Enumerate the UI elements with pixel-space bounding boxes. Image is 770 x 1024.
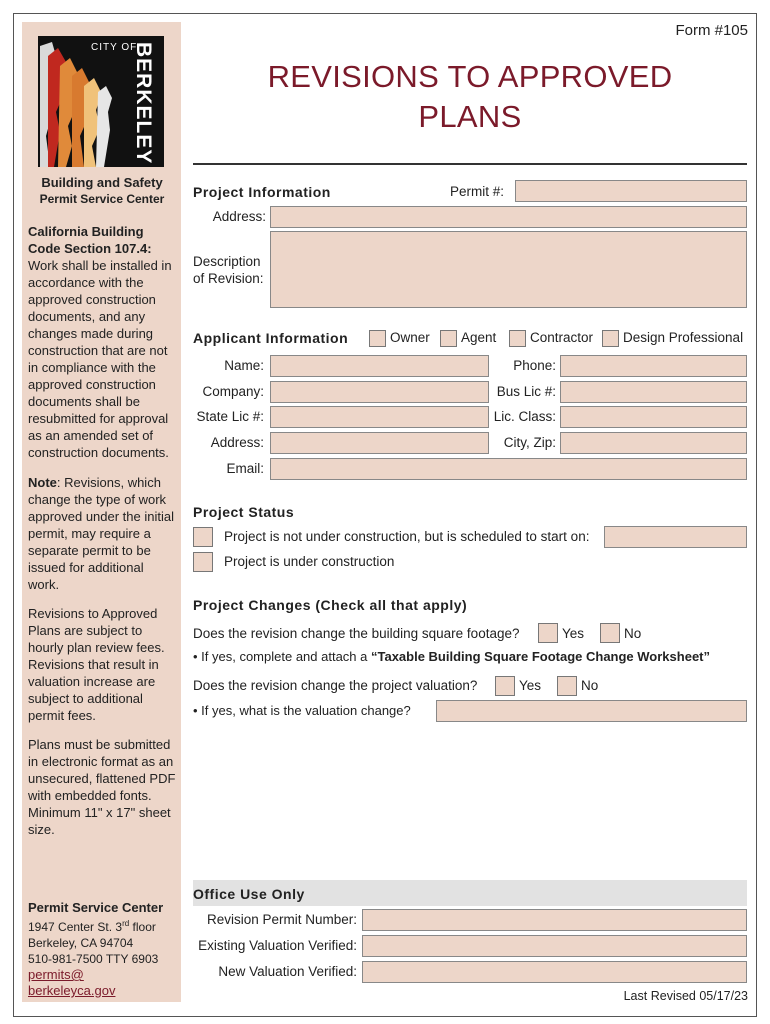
rev-permit-field[interactable] xyxy=(362,909,747,931)
not-under-construction-checkbox[interactable] xyxy=(193,527,213,547)
psc-address1 xyxy=(28,916,178,935)
applicant-heading: Applicant Information xyxy=(193,330,349,346)
last-revised: Last Revised 05/17/23 xyxy=(623,989,748,1003)
addr1-sup: rd xyxy=(122,919,130,928)
agent-label: Agent xyxy=(461,330,497,345)
sidebar-dept xyxy=(28,174,176,208)
valuation-no-checkbox[interactable] xyxy=(557,676,577,696)
sqft-note-prefix: • If yes, complete and attach a xyxy=(193,649,371,664)
sqft-no-label: No xyxy=(624,626,642,641)
psc-address2: Berkeley, CA 94704 xyxy=(28,936,134,950)
contractor-label: Contractor xyxy=(530,330,594,345)
agent-checkbox[interactable] xyxy=(440,330,457,347)
cityzip-label: City, Zip: xyxy=(503,435,556,450)
sqft-question: Does the revision change the building square footage? xyxy=(193,626,520,641)
psc-email-link-1[interactable]: permits@ xyxy=(28,967,84,982)
sqft-yes-checkbox[interactable] xyxy=(538,623,558,643)
new-val-label: New Valuation Verified: xyxy=(218,964,357,979)
name-label: Name: xyxy=(224,358,264,373)
phone-field[interactable] xyxy=(560,355,747,377)
company-field[interactable] xyxy=(270,381,489,403)
statelic-label: State Lic #: xyxy=(196,409,264,424)
description-field[interactable] xyxy=(270,231,747,308)
office-heading: Office Use Only xyxy=(193,886,305,902)
email-label: Email: xyxy=(226,461,264,476)
form-number: Form #105 xyxy=(675,22,748,39)
rev-permit-label: Revision Permit Number: xyxy=(206,912,357,927)
sidebar-note xyxy=(28,474,178,593)
address-label: Address: xyxy=(212,209,266,224)
valuation-note: • If yes, what is the valuation change? xyxy=(193,703,411,718)
dept-building-safety: Building and Safety xyxy=(41,175,163,190)
sidebar-code-block xyxy=(28,223,178,461)
sqft-note xyxy=(193,649,710,664)
page-title-line2: PLANS xyxy=(418,99,522,134)
existing-val-label: Existing Valuation Verified: xyxy=(198,938,357,953)
page-title-line1: REVISIONS TO APPROVED xyxy=(267,59,673,94)
description-label xyxy=(193,253,264,287)
changes-heading: Project Changes (Check all that apply) xyxy=(193,597,468,613)
psc-email-link-2[interactable]: berkeleyca.gov xyxy=(28,983,116,998)
permit-number-field[interactable] xyxy=(515,180,747,202)
company-label: Company: xyxy=(202,384,264,399)
statelic-field[interactable] xyxy=(270,406,489,428)
logo-berkeley: BERKELEY xyxy=(132,42,155,165)
not-under-construction-label: Project is not under construction, but is scheduled to start on: xyxy=(224,529,590,544)
contractor-checkbox[interactable] xyxy=(509,330,526,347)
buslic-label: Bus Lic #: xyxy=(496,384,556,399)
project-info-heading: Project Information xyxy=(193,184,331,200)
status-heading: Project Status xyxy=(193,504,295,520)
owner-checkbox[interactable] xyxy=(369,330,386,347)
under-construction-label: Project is under construction xyxy=(224,554,395,569)
berkeley-logo xyxy=(38,36,164,167)
applicant-address-field[interactable] xyxy=(270,432,489,454)
start-date-field[interactable] xyxy=(604,526,747,548)
dept-permit-center: Permit Service Center xyxy=(39,192,165,206)
owner-label: Owner xyxy=(390,330,430,345)
licclass-field[interactable] xyxy=(560,406,747,428)
sidebar-contact xyxy=(28,900,178,999)
valuation-no-label: No xyxy=(581,678,599,693)
sqft-no-checkbox[interactable] xyxy=(600,623,620,643)
permit-label: Permit #: xyxy=(450,184,505,199)
name-field[interactable] xyxy=(270,355,489,377)
valuation-change-field[interactable] xyxy=(436,700,747,722)
new-val-field[interactable] xyxy=(362,961,747,983)
desc-label-1: Description xyxy=(193,254,261,269)
under-construction-checkbox[interactable] xyxy=(193,552,213,572)
buslic-field[interactable] xyxy=(560,381,747,403)
title-divider xyxy=(193,163,747,165)
note-label: Note xyxy=(28,475,57,490)
valuation-yes-label: Yes xyxy=(519,678,542,693)
logo-city-of: CITY OF xyxy=(91,42,138,53)
psc-heading: Permit Service Center xyxy=(28,900,164,915)
addr1-text: 1947 Center St. 3 xyxy=(28,920,123,934)
code-heading: California Building Code Section 107.4: xyxy=(28,224,152,256)
valuation-question: Does the revision change the project valuation? xyxy=(193,678,478,693)
sqft-yes-label: Yes xyxy=(562,626,585,641)
valuation-yes-checkbox[interactable] xyxy=(495,676,515,696)
sidebar-fees: Revisions to Approved Plans are subject to hourly plan review fees. Revisions that result in valuation increase are subject to additional permit fees. xyxy=(28,606,165,723)
licclass-label: Lic. Class: xyxy=(493,409,556,424)
code-text: Work shall be installed in accordance with the approved construction documents, and any changes made during construction that are not in compliance with the approved construction documents shall be resubmitted for approval as an amended set of construction documents. xyxy=(28,258,172,460)
note-text: : Revisions, which change the type of work approved under the initial permit, may require a separate permit to be issued for additional work. xyxy=(28,475,174,592)
addr1-end: floor xyxy=(129,920,156,934)
phone-label: Phone: xyxy=(513,358,556,373)
design-professional-checkbox[interactable] xyxy=(602,330,619,347)
desc-label-2: of Revision: xyxy=(193,271,264,286)
sidebar-pdf: Plans must be submitted in electronic format as an unsecured, flattened PDF with embedded fonts. Minimum 11" x 17" sheet size. xyxy=(28,737,176,837)
sqft-worksheet-name: “Taxable Building Square Footage Change Worksheet” xyxy=(370,649,710,664)
cityzip-field[interactable] xyxy=(560,432,747,454)
psc-phone: 510-981-7500 TTY 6903 xyxy=(28,952,159,966)
project-address-field[interactable] xyxy=(270,206,747,228)
applicant-address-label: Address: xyxy=(210,435,264,450)
email-field[interactable] xyxy=(270,458,747,480)
existing-val-field[interactable] xyxy=(362,935,747,957)
design-professional-label: Design Professional xyxy=(623,330,744,345)
